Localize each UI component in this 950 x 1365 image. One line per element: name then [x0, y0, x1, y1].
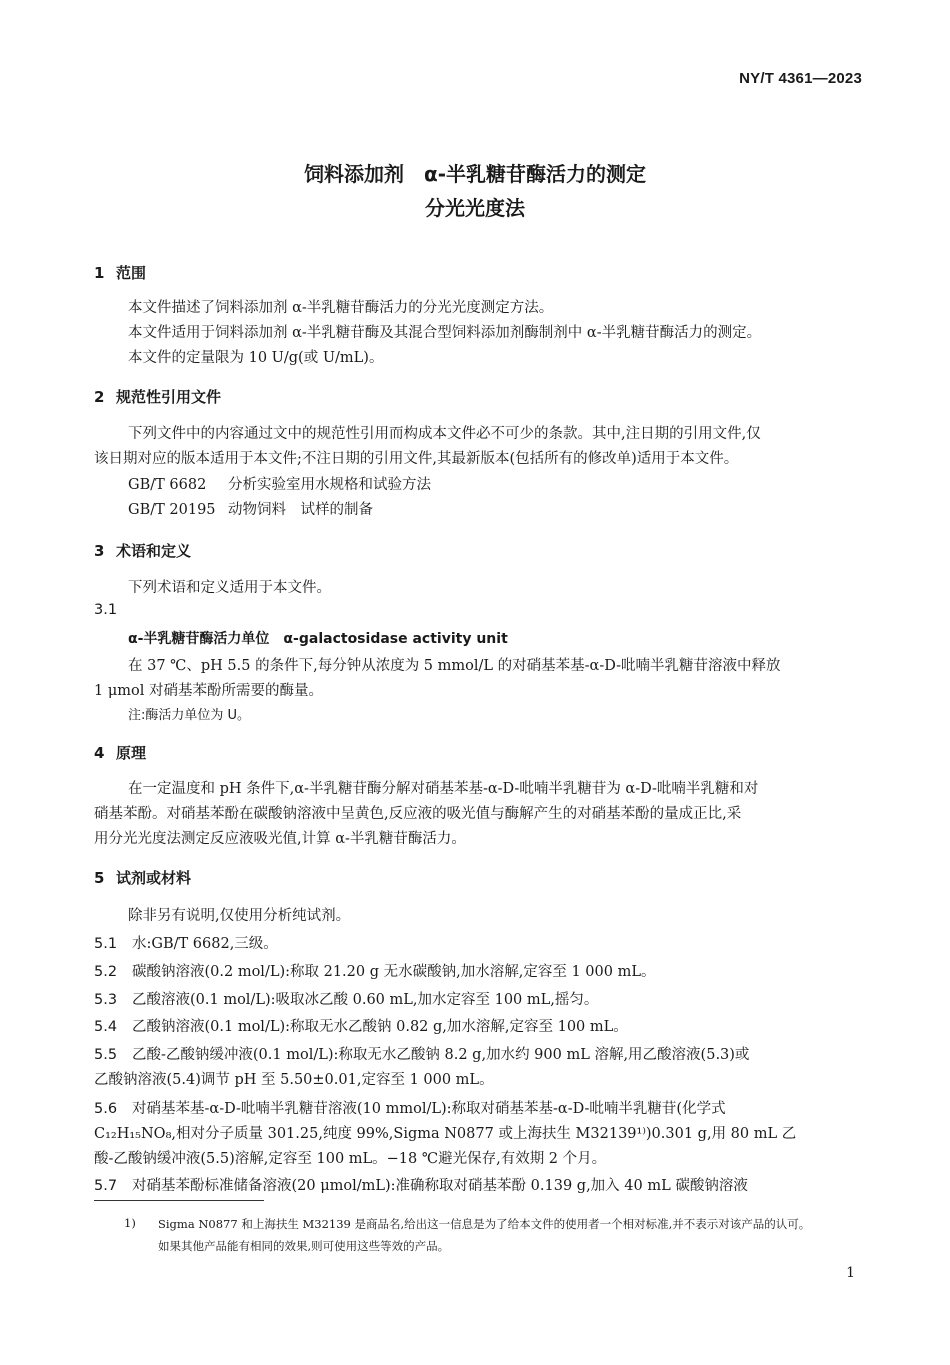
paragraph: 该日期对应的版本适用于本文件;不注日期的引用文件,其最新版本(包括所有的修改单)适用于本文件。: [94, 451, 739, 467]
paragraph: 本文件描述了饲料添加剂 α-半乳糖苷酶活力的分光光度测定方法。: [128, 300, 554, 316]
footnote-text: 如果其他产品能有相同的效果,则可使用这些等效的产品。: [158, 1239, 450, 1253]
section-number: 2: [94, 388, 105, 406]
paragraph: C₁₂H₁₅NO₈,相对分子质量 301.25,纯度 99%,Sigma N0877 或上海扶生 M32139¹⁾)0.301 g,用 80 mL 乙: [94, 1126, 797, 1142]
section-5-heading: [94, 867, 191, 888]
section-title: 术语和定义: [116, 542, 192, 560]
footnote-rule: [94, 1200, 264, 1201]
standard-number: NY/T 4361—2023: [739, 70, 862, 87]
paragraph: 在 37 ℃、pH 5.5 的条件下,每分钟从浓度为 5 mmol/L 的对硝基苯基-α-D-吡喃半乳糖苷溶液中释放: [128, 658, 781, 674]
section-1-heading: [94, 262, 146, 283]
reference-title: 动物饲料 试样的制备: [228, 502, 373, 518]
footnote-text: Sigma N0877 和上海扶生 M32139 是商品名,给出这一信息是为了给本文件的使用者一个相对标准,并不表示对该产品的认可。: [158, 1217, 811, 1231]
section-title: 规范性引用文件: [116, 388, 222, 406]
section-number: 1: [94, 264, 105, 282]
subclause-number: 3.1: [94, 602, 118, 618]
list-item: 5.3 乙酸溶液(0.1 mol/L):吸取冰乙酸 0.60 mL,加水定容至 100 mL,摇匀。: [94, 992, 599, 1008]
list-item: 5.7 对硝基苯酚标准储备溶液(20 μmol/mL):准确称取对硝基苯酚 0.139 g,加入 40 mL 碳酸钠溶液: [94, 1178, 748, 1194]
list-item: 5.5 乙酸-乙酸钠缓冲液(0.1 mol/L):称取无水乙酸钠 8.2 g,加水约 900 mL 溶解,用乙酸溶液(5.3)或: [94, 1047, 750, 1063]
reference-title: 分析实验室用水规格和试验方法: [228, 477, 431, 493]
section-number: 5: [94, 869, 105, 887]
list-item: 5.2 碳酸钠溶液(0.2 mol/L):称取 21.20 g 无水碳酸钠,加水溶解,定容至 1 000 mL。: [94, 964, 656, 980]
paragraph: 下列术语和定义适用于本文件。: [128, 580, 331, 596]
reference-code: GB/T 6682: [128, 477, 207, 493]
section-number: 4: [94, 744, 105, 762]
list-item: 5.4 乙酸钠溶液(0.1 mol/L):称取无水乙酸钠 0.82 g,加水溶解,定容至 100 mL。: [94, 1019, 628, 1035]
paragraph: 1 μmol 对硝基苯酚所需要的酶量。: [94, 683, 323, 699]
document-subtitle: 分光光度法: [425, 196, 525, 220]
section-number: 3: [94, 542, 105, 560]
footnote-mark: 1): [124, 1216, 136, 1230]
reference-item: [128, 473, 431, 494]
paragraph: 乙酸钠溶液(5.4)调节 pH 至 5.50±0.01,定容至 1 000 mL。: [94, 1072, 494, 1088]
paragraph: 除非另有说明,仅使用分析纯试剂。: [128, 908, 351, 924]
section-title: 试剂或材料: [116, 869, 192, 887]
document-title: 饲料添加剂 α-半乳糖苷酶活力的测定: [303, 162, 647, 186]
note: 注:酶活力单位为 U。: [128, 708, 251, 723]
paragraph: 硝基苯酚。对硝基苯酚在碳酸钠溶液中呈黄色,反应液的吸光值与酶解产生的对硝基苯酚的量成正比,采: [94, 806, 742, 822]
section-4-heading: [94, 742, 146, 763]
list-item: 5.1 水:GB/T 6682,三级。: [94, 936, 278, 952]
section-title: 原理: [116, 744, 147, 762]
paragraph: 本文件适用于饲料添加剂 α-半乳糖苷酶及其混合型饲料添加剂酶制剂中 α-半乳糖苷酶活力的测定。: [128, 325, 762, 341]
section-3-heading: [94, 540, 191, 561]
paragraph: 本文件的定量限为 10 U/g(或 U/mL)。: [128, 350, 384, 366]
reference-item: [128, 498, 373, 519]
section-2-heading: [94, 386, 221, 407]
reference-code: GB/T 20195: [128, 502, 216, 518]
list-item: 5.6 对硝基苯基-α-D-吡喃半乳糖苷溶液(10 mmol/L):称取对硝基苯基-α-D-吡喃半乳糖苷(化学式: [94, 1101, 726, 1117]
paragraph: 下列文件中的内容通过文中的规范性引用而构成本文件必不可少的条款。其中,注日期的引用文件,仅: [128, 426, 761, 442]
section-title: 范围: [116, 264, 147, 282]
page-number: 1: [846, 1265, 855, 1281]
paragraph: 酸-乙酸钠缓冲液(5.5)溶解,定容至 100 mL。−18 ℃避光保存,有效期 2 个月。: [94, 1151, 607, 1167]
term-definition: α-半乳糖苷酶活力单位 α-galactosidase activity unit: [128, 631, 508, 647]
paragraph: 在一定温度和 pH 条件下,α-半乳糖苷酶分解对硝基苯基-α-D-吡喃半乳糖苷为 α-D-吡喃半乳糖和对: [128, 781, 759, 797]
paragraph: 用分光光度法测定反应液吸光值,计算 α-半乳糖苷酶活力。: [94, 831, 466, 847]
